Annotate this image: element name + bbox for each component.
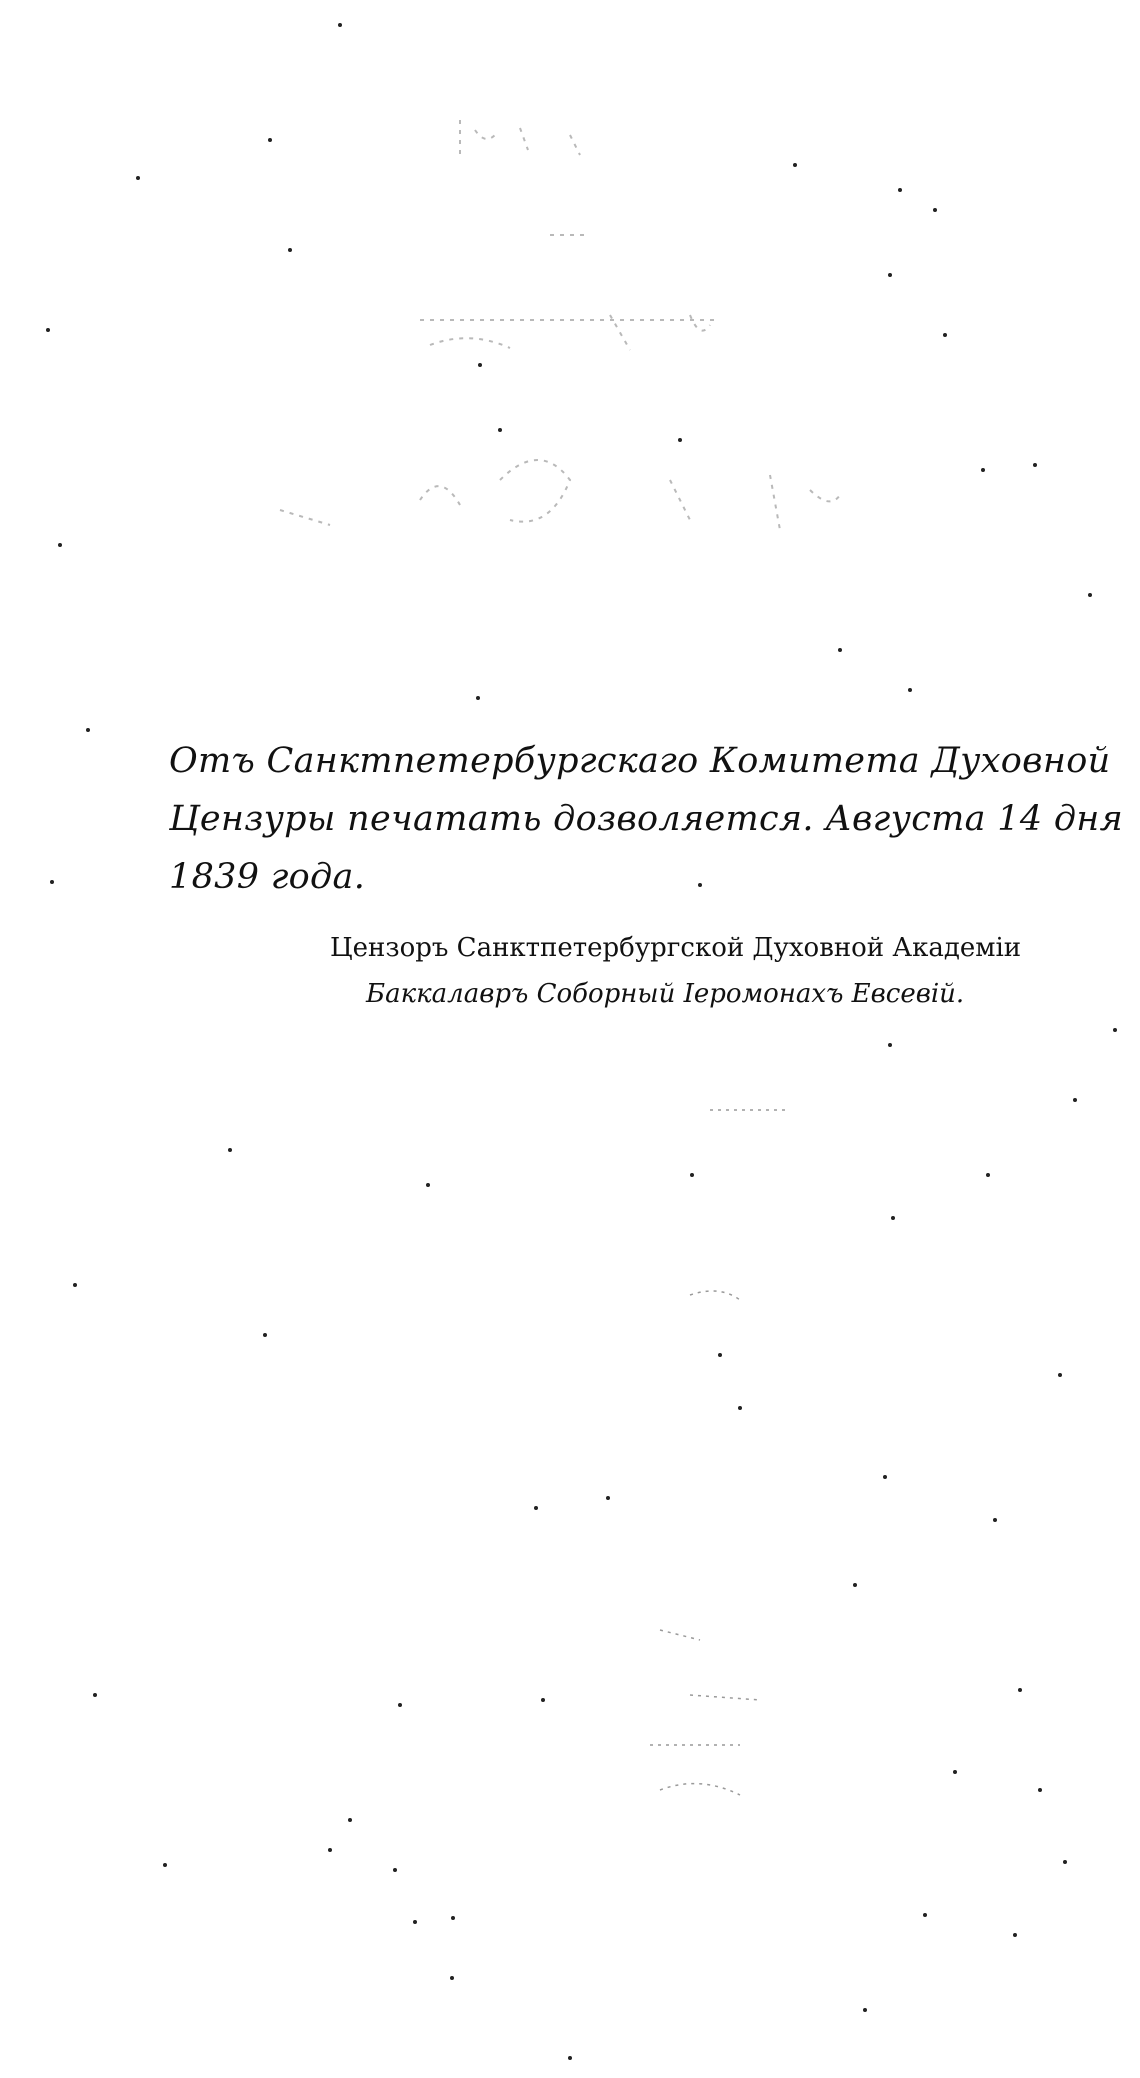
censor-name: Баккалавръ Соборный Іеромонахъ Евсевій. bbox=[366, 979, 965, 1009]
statement-line-1: Отъ Санктпетербургскаго Комитета Духовной bbox=[169, 741, 1111, 781]
statement-line-3: 1839 года. bbox=[169, 857, 366, 897]
censorship-statement bbox=[169, 732, 1124, 906]
statement-line-2: Цензуры печатать дозволяется. Августа 14 дня bbox=[169, 799, 1124, 839]
censor-signature bbox=[330, 925, 1050, 1017]
bleed-through-title bbox=[270, 110, 870, 710]
censor-title: Цензоръ Санктпетербургской Духовной Академіи bbox=[330, 933, 1022, 963]
